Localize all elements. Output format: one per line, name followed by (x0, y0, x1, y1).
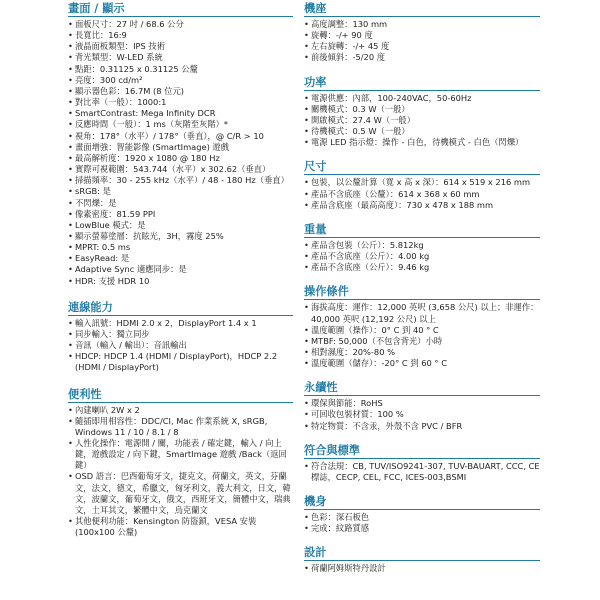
spec-item: • 反應時間（一般）：1 ms（灰階至灰階）* (68, 119, 293, 130)
spec-list (68, 318, 293, 374)
spec-list (304, 563, 540, 574)
left-column (68, 0, 293, 538)
spec-item: • 產品含包裝（公斤）：5.812kg (304, 240, 540, 251)
spec-item: • 海拔高度：運作：12,000 英呎 (3,658 公尺) 以上；非運作：40,000 英呎 (12,192 公尺) 以上 (304, 302, 540, 324)
section-title: 連線能力 (68, 301, 293, 316)
section-sustainability (304, 381, 540, 431)
spec-list (304, 398, 540, 431)
spec-item: • 最高解析度：1920 x 1080 @ 180 Hz (68, 153, 293, 164)
spec-item: • 人性化操作：電源開 / 關，功能表 / 確定鍵，輸入 / 向上鍵，遊戲設定 / 向下鍵，SmartImage 遊戲 /Back（返回鍵） (68, 438, 293, 471)
section-title: 設計 (304, 546, 540, 561)
spec-item: • 顯示器色彩：16.7M (8 位元) (68, 86, 293, 97)
section-title: 操作條件 (304, 285, 540, 300)
spec-item: • 掃描頻率：30 - 255 kHz（水平）/ 48 - 180 Hz（垂直） (68, 175, 293, 186)
spec-item: • 產品不含底座（公斤）：4.00 kg (304, 251, 540, 262)
spec-list (304, 240, 540, 273)
spec-item: • EasyRead: 是 (68, 253, 293, 264)
section-display (68, 2, 293, 287)
spec-item: • 內建喇叭 2W x 2 (68, 405, 293, 416)
spec-item: • 溫度範圍（儲存）：-20° C 到 60 ° C (304, 358, 540, 369)
spec-item: • 輸入訊號：HDMI 2.0 x 2，DisplayPort 1.4 x 1 (68, 318, 293, 329)
spec-list (304, 177, 540, 210)
section-title: 便利性 (68, 388, 293, 403)
section-title: 畫面 / 顯示 (68, 2, 293, 17)
spec-item: • 色彩：深石板色 (304, 512, 540, 523)
section-title: 永續性 (304, 381, 540, 396)
spec-item: • SmartContrast: Mega Infinity DCR (68, 108, 293, 119)
spec-item: • 包裝，以公釐計算（寬 x 高 x 深）：614 x 519 x 216 mm (304, 177, 540, 188)
spec-item: • LowBlue 模式：是 (68, 220, 293, 231)
spec-item: • 長寬比：16:9 (68, 30, 293, 41)
spec-item: • 旋轉：-/+ 90 度 (304, 30, 540, 41)
spec-list (304, 19, 540, 64)
spec-item: • 高度調整：130 mm (304, 19, 540, 30)
spec-item: • sRGB: 是 (68, 186, 293, 197)
section-title: 機身 (304, 495, 540, 510)
spec-item: • 電源 LED 指示燈：操作 - 白色，待機模式 - 白色（閃爍） (304, 137, 540, 148)
section-weight (304, 223, 540, 273)
section-title: 符合與標準 (304, 444, 540, 459)
spec-item: • 關機模式：0.3 W（一般） (304, 104, 540, 115)
spec-item: • 液晶面板類型：IPS 技術 (68, 41, 293, 52)
spec-item: • Adaptive Sync 適應同步：是 (68, 264, 293, 275)
section-title: 重量 (304, 223, 540, 238)
section-cabinet (304, 495, 540, 534)
spec-list (68, 405, 293, 539)
spec-list (304, 512, 540, 534)
section-title: 機座 (304, 2, 540, 17)
section-operating-conditions (304, 285, 540, 369)
spec-item: • 產品含底座（最高高度）：730 x 478 x 188 mm (304, 200, 540, 211)
spec-item: • 產品不含底座（公斤）：9.46 kg (304, 262, 540, 273)
spec-item: • 產品不含底座（公釐）：614 x 368 x 60 mm (304, 189, 540, 200)
spec-item: • 前後傾斜：-5/20 度 (304, 52, 540, 63)
spec-item: • 同步輸入：獨立同步 (68, 329, 293, 340)
spec-item: • 實際可視範圍：543.744（水平）x 302.62（垂直） (68, 164, 293, 175)
spec-item: • 環保與節能：RoHS (304, 398, 540, 409)
section-title: 功率 (304, 76, 540, 91)
spec-item: • 畫面增強：智能影像 (SmartImage) 遊戲 (68, 142, 293, 153)
spec-item: • 左右旋轉：-/+ 45 度 (304, 41, 540, 52)
spec-item: • 特定物質：不含汞，外殼不含 PVC / BFR (304, 421, 540, 432)
section-title: 尺寸 (304, 160, 540, 175)
spec-item: • OSD 語言：巴西葡萄牙文，捷克文，荷蘭文，英文，芬蘭文，法文，德文，希臘文，匈牙利文，義大利文，日文，韓文，波蘭文，葡萄牙文，俄文，西班牙文，簡體中文，瑞典文，土耳其文，繁體中文，烏克蘭文 (68, 471, 293, 516)
spec-list (304, 93, 540, 149)
spec-item: • MPRT: 0.5 ms (68, 242, 293, 253)
section-stand (304, 2, 540, 64)
section-dimensions (304, 160, 540, 210)
spec-item: • 不閃爍：是 (68, 198, 293, 209)
spec-item: • 顯示螢幕塗層：抗眩光，3H，霧度 25% (68, 231, 293, 242)
spec-item: • 背光類型：W-LED 系統 (68, 52, 293, 63)
spec-item: • 亮度：300 cd/m² (68, 75, 293, 86)
section-convenience (68, 388, 293, 539)
spec-item: • 溫度範圍（操作）：0° C 到 40 ° C (304, 325, 540, 336)
spec-item: • 開啟模式：27.4 W（一般） (304, 115, 540, 126)
spec-item: • 隨插即用相容性：DDC/CI, Mac 作業系統 X, sRGB, Windows 11 / 10 / 8.1 / 8 (68, 416, 293, 438)
spec-item: • HDR: 支援 HDR 10 (68, 276, 293, 287)
section-design (304, 546, 540, 574)
spec-list (304, 302, 540, 369)
spec-item: • 荷蘭阿姆斯特丹設計 (304, 563, 540, 574)
section-compliance (304, 444, 540, 483)
spec-item: • 對比率（一般）：1000:1 (68, 97, 293, 108)
spec-item: • 像素密度：81.59 PPI (68, 209, 293, 220)
spec-list (304, 461, 540, 483)
spec-item: • 其他便利功能：Kensington 防盜鎖，VESA 安裝 (100x100 公釐) (68, 516, 293, 538)
section-connectivity (68, 301, 293, 374)
spec-item: • 可回收包裝材質：100 % (304, 409, 540, 420)
spec-item: • 相對濕度：20%-80 % (304, 347, 540, 358)
spec-item: • HDCP: HDCP 1.4 (HDMI / DisplayPort)，HDCP 2.2 (HDMI / DisplayPort) (68, 351, 293, 373)
spec-list (68, 19, 293, 287)
section-power (304, 76, 540, 149)
spec-item: • 符合法規：CB, TUV/ISO9241-307, TUV-BAUART, CCC, CE 標誌，CECP, CEL, FCC, ICES-003,BSMI (304, 461, 540, 483)
spec-item: • 面板尺寸：27 吋 / 68.6 公分 (68, 19, 293, 30)
spec-item: • 電源供應：內部，100-240VAC，50-60Hz (304, 93, 540, 104)
spec-item: • 待機模式：0.5 W（一般） (304, 126, 540, 137)
right-column (304, 0, 540, 575)
spec-item: • MTBF: 50,000（不包含背光）小時 (304, 336, 540, 347)
spec-item: • 音訊（輸入 / 輸出）：音訊輸出 (68, 340, 293, 351)
spec-item: • 點距：0.31125 x 0.31125 公釐 (68, 64, 293, 75)
spec-item: • 視角：178°（水平）/ 178°（垂直），@ C/R > 10 (68, 131, 293, 142)
spec-item: • 完成：紋路質感 (304, 523, 540, 534)
